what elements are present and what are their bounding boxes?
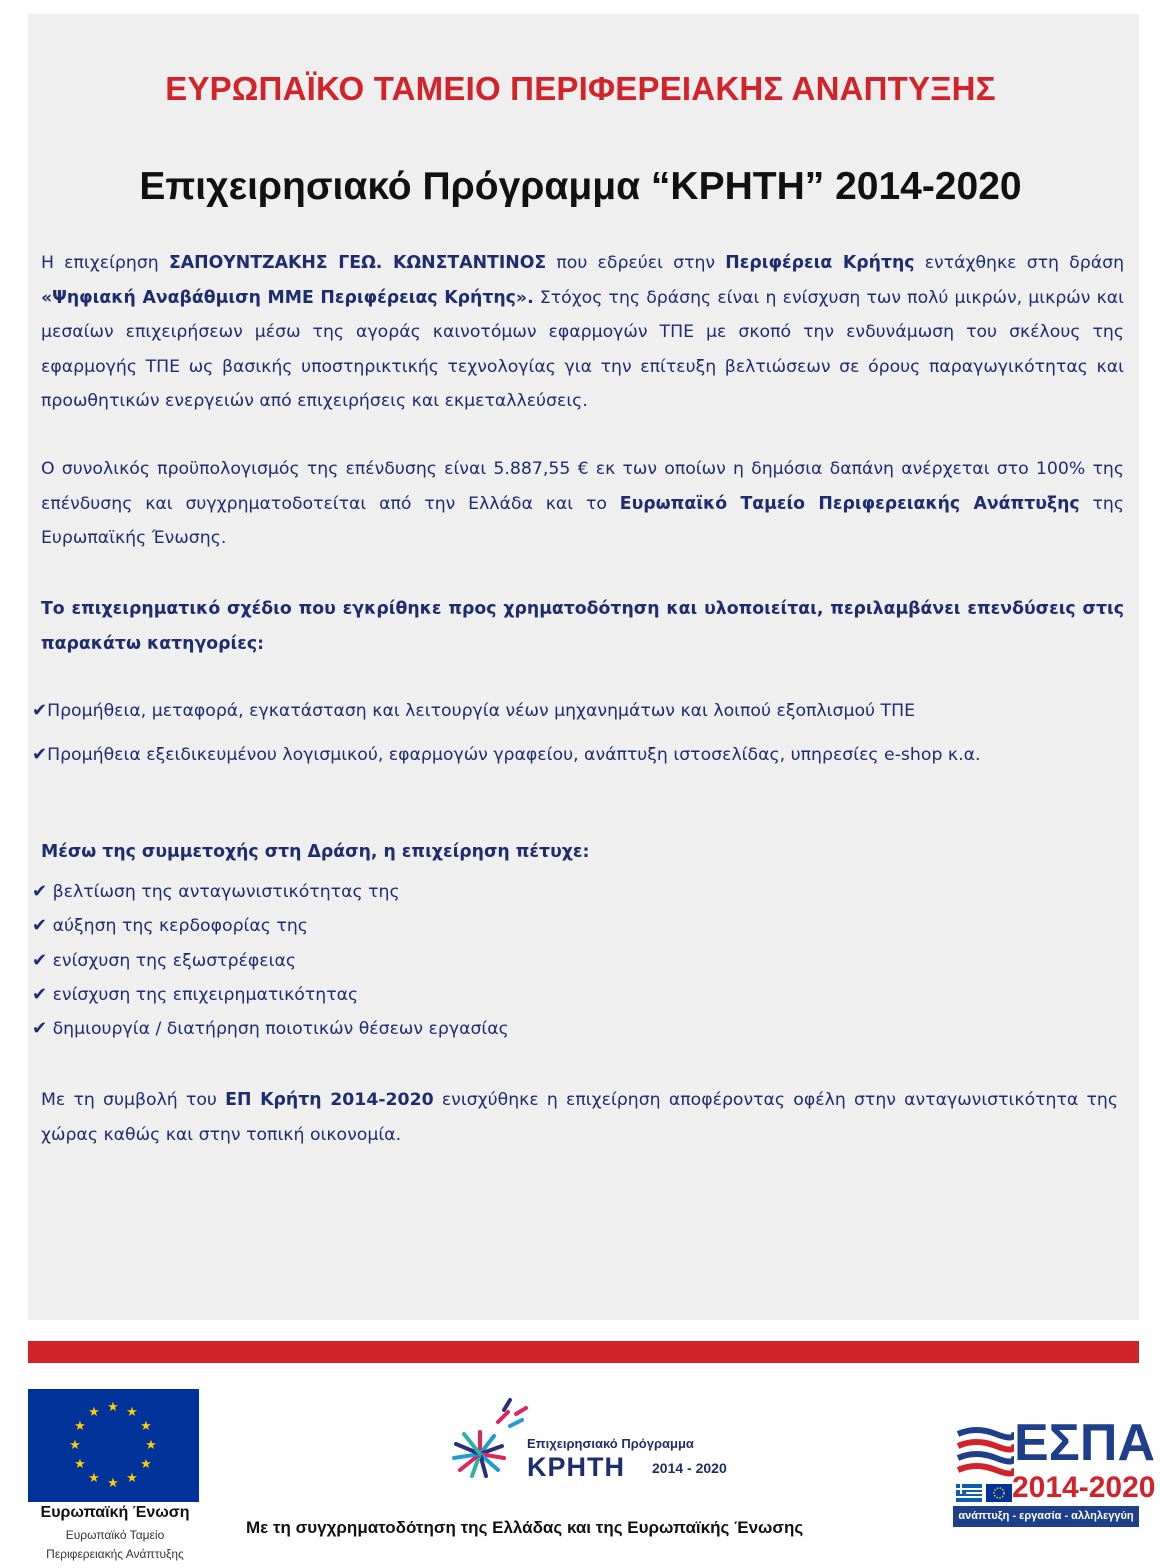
greek-flag-icon [956, 1484, 1012, 1502]
espa-years: 2014-2020 [1012, 1471, 1156, 1504]
category-item: ✔Προμήθεια, μεταφορά, εγκατάσταση και λειτουργία νέων μηχανημάτων και λοιπού εξοπλισμού ΤΠΕ [32, 700, 915, 721]
eu-subtitle: Ευρωπαϊκό Ταμείο [65, 1528, 165, 1542]
svg-text:★: ★ [126, 1471, 138, 1486]
espa-word: ΕΣΠΑ [1014, 1414, 1155, 1472]
svg-text:★: ★ [74, 1457, 86, 1472]
program-title: Επιχειρησιακό Πρόγραμμα “ΚΡΗΤΗ” 2014-2020 [139, 165, 1022, 208]
eu-title: Ευρωπαϊκή Ένωση [40, 1504, 190, 1521]
svg-text:★: ★ [69, 1438, 81, 1453]
closing-paragraph: Με τη συμβολή του ΕΠ Κρήτη 2014-2020 ενισχύθηκε η επιχείρηση αποφέροντας οφέλη στην ανταγωνιστικότητα της χώρας καθώς και στην τοπική οικονομία. [41, 1090, 1118, 1145]
check-icon: ✔ [32, 950, 48, 971]
espa-slogan: ανάπτυξη - εργασία - αλληλεγγύη [953, 1506, 1139, 1527]
crete-program-logo-icon [438, 1396, 528, 1491]
region-name: Περιφέρεια Κρήτης [725, 253, 915, 273]
result-item: ✔ ενίσχυση της εξωστρέφειας [32, 950, 296, 971]
crete-program-years: 2014 - 2020 [652, 1460, 727, 1476]
investment-heading: Το επιχειρηματικό σχέδιο που εγκρίθηκε προς χρηματοδότηση και υλοποιείται, περιλαμβάνει επενδύσεις στις παρακάτω κατηγορίες: [41, 599, 1124, 654]
check-icon: ✔ [32, 700, 48, 721]
check-icon: ✔ [32, 881, 48, 902]
budget-paragraph: Ο συνολικός προϋπολογισμός της επένδυσης είναι 5.887,55 € εκ των οποίων η δημόσια δαπάνη ανέρχεται στο 100% της επένδυσης και συγχρηματοδοτείται από την Ελλάδα και το Ευρωπαϊκό Ταμείο Περιφερειακής Ανάπτυξης της Ευρωπαϊκής Ένωσης. [41, 459, 1124, 548]
action-name: «Ψηφιακή Αναβάθμιση ΜΜΕ Περιφέρειας Κρήτης». [41, 287, 534, 308]
results-heading: Μέσω της συμμετοχής στη Δράση, η επιχείρηση πέτυχε: [41, 842, 590, 862]
svg-text:★: ★ [140, 1419, 152, 1434]
check-icon: ✔ [32, 915, 48, 936]
svg-text:★: ★ [88, 1405, 100, 1420]
fund-title: ΕΥΡΩΠΑΪΚΟ ΤΑΜΕΙΟ ΠΕΡΙΦΕΡΕΙΑΚΗΣ ΑΝΑΠΤΥΞΗΣ [165, 70, 996, 107]
svg-text:★: ★ [140, 1457, 152, 1472]
svg-text:★: ★ [88, 1471, 100, 1486]
check-icon: ✔ [32, 1018, 48, 1039]
company-name: ΣΑΠΟΥΝΤΖΑΚΗΣ ΓΕΩ. ΚΩΝΣΤΑΝΤΙΝΟΣ [168, 253, 547, 273]
crete-program-label: Επιχειρησιακό Πρόγραμμα [527, 1436, 694, 1451]
red-divider [28, 1341, 1139, 1363]
cofunding-statement: Με τη συγχρηματοδότηση της Ελλάδας και της Ευρωπαϊκής Ένωσης [246, 1518, 804, 1537]
svg-text:★: ★ [107, 1400, 119, 1415]
crete-program-name: ΚΡΗΤΗ [527, 1452, 625, 1482]
fund-name: Ευρωπαϊκό Ταμείο Περιφερειακής Ανάπτυξης [619, 493, 1080, 514]
svg-text:★: ★ [145, 1438, 157, 1453]
intro-paragraph: Η επιχείρηση ΣΑΠΟΥΝΤΖΑΚΗΣ ΓΕΩ. ΚΩΝΣΤΑΝΤΙΝΟΣ που εδρεύει στην Περιφέρεια Κρήτης εντάχθηκε στη δράση «Ψηφιακή Αναβάθμιση ΜΜΕ Περιφέρειας Κρήτης». Στόχος της δράσης είναι η ενίσχυση των πολύ μικρών, μικρών και μεσαίων επιχειρήσεων μέσω της αγοράς καινοτόμων εφαρμογών ΤΠΕ με σκοπό την ενδυνάμωση του σκέλους της εφαρμογής ΤΠΕ ως βασικής υποστηρικτικής τεχνολογίας για την επίτευξη βελτιώσεων σε όρους παραγωγικότητας και προωθητικών ενεργειών από επιχειρήσεις και εκμεταλλεύσεις. [41, 253, 1125, 411]
category-item: ✔Προμήθεια εξειδικευμένου λογισμικού, εφαρμογών γραφείου, ανάπτυξη ιστοσελίδας, υπηρεσίες e-shop κ.α. [32, 744, 981, 765]
program-name: ΕΠ Κρήτη 2014-2020 [225, 1090, 434, 1110]
result-item: ✔ ενίσχυση της επιχειρηματικότητας [32, 984, 359, 1005]
eu-flag-icon [28, 1389, 199, 1502]
eu-subtitle: Περιφερειακής Ανάπτυξης [46, 1547, 184, 1561]
result-item: ✔ αύξηση της κερδοφορίας της [32, 915, 308, 936]
espa-waves-icon [956, 1424, 1014, 1482]
svg-text:★: ★ [107, 1476, 119, 1491]
result-item: ✔ δημιουργία / διατήρηση ποιοτικών θέσεων εργασίας [32, 1018, 509, 1039]
check-icon: ✔ [32, 984, 48, 1005]
result-item: ✔ βελτίωση της ανταγωνιστικότητας της [32, 881, 400, 902]
svg-text:★: ★ [126, 1405, 138, 1420]
check-icon: ✔ [32, 744, 48, 765]
svg-text:★: ★ [74, 1419, 86, 1434]
